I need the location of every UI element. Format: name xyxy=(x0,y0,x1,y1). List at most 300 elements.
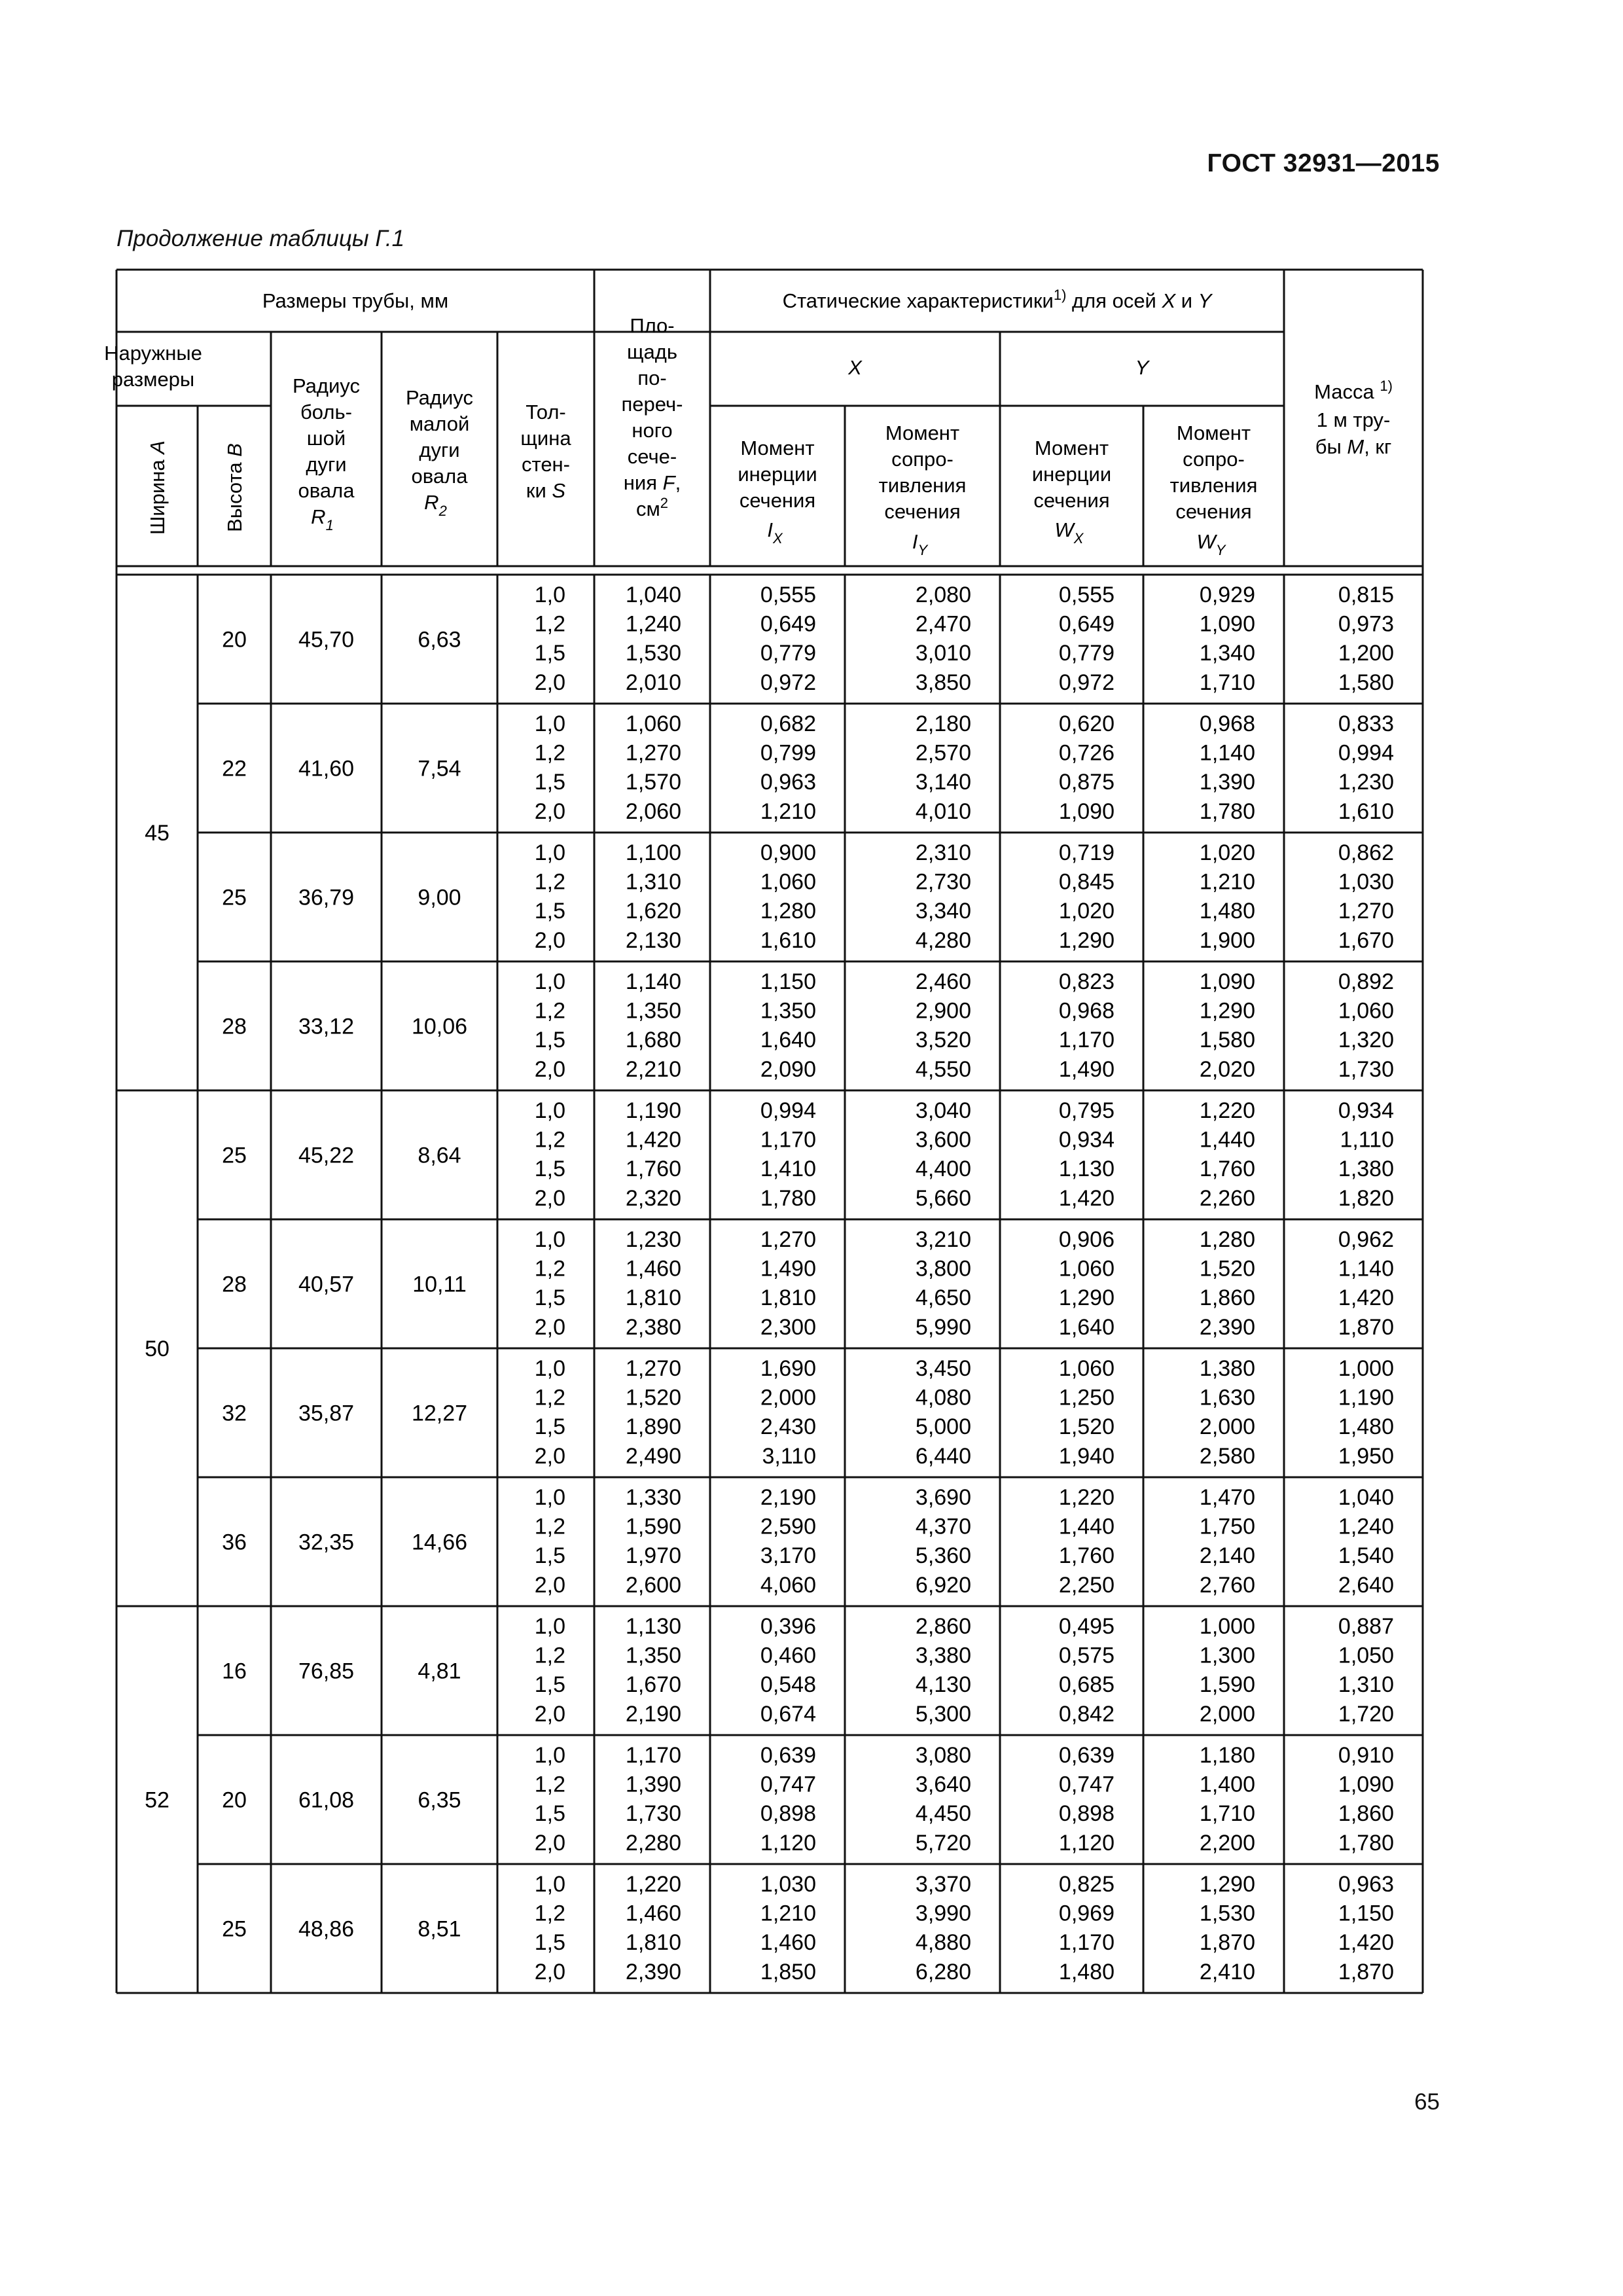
cell-ix: 1,210 xyxy=(760,798,816,824)
header-mass-part: Масса xyxy=(1314,380,1380,403)
cell-f: 1,220 xyxy=(625,1872,681,1897)
cell-wx: 1,640 xyxy=(1058,1314,1115,1340)
cell-r1: 61,08 xyxy=(298,1787,355,1813)
cell-m: 2,640 xyxy=(1338,1572,1394,1598)
cell-ix: 1,270 xyxy=(760,1227,816,1252)
cell-wy: 2,760 xyxy=(1199,1572,1255,1598)
cell-iy: 4,280 xyxy=(915,927,971,953)
cell-wx: 1,940 xyxy=(1058,1443,1115,1469)
header-radius-big: дуги xyxy=(306,453,347,476)
cell-ix: 0,900 xyxy=(760,840,816,865)
cell-f: 1,760 xyxy=(625,1157,681,1182)
header-static-characteristics-part: Статические характеристики xyxy=(782,289,1054,312)
cell-height-b: 25 xyxy=(222,1916,247,1942)
cell-f: 2,600 xyxy=(625,1572,681,1598)
cell-f: 1,270 xyxy=(625,740,681,766)
cell-m: 1,030 xyxy=(1338,869,1394,895)
cell-wx: 1,060 xyxy=(1058,1256,1115,1282)
cell-m: 0,862 xyxy=(1338,840,1394,865)
cell-s: 1,0 xyxy=(534,583,565,607)
cell-iy: 5,360 xyxy=(915,1543,971,1569)
cell-f: 2,390 xyxy=(625,1959,681,1984)
cell-wx: 0,747 xyxy=(1058,1772,1115,1797)
cell-m: 1,720 xyxy=(1338,1701,1394,1727)
cell-s: 1,5 xyxy=(534,1930,565,1956)
cell-s: 1,5 xyxy=(534,1543,565,1569)
cell-iy: 3,600 xyxy=(915,1127,971,1153)
cell-ix: 1,060 xyxy=(760,869,816,895)
cell-m: 1,150 xyxy=(1338,1901,1394,1926)
cell-wx: 0,726 xyxy=(1058,740,1115,766)
header-radius-big: овала xyxy=(298,479,355,502)
header-height-b-part: B xyxy=(223,443,246,457)
cell-iy: 2,080 xyxy=(915,583,971,607)
header-iy-symbol-part: I xyxy=(912,530,918,553)
cell-m: 0,833 xyxy=(1338,711,1394,736)
cell-height-b: 28 xyxy=(222,1014,247,1039)
cell-height-b: 36 xyxy=(222,1530,247,1555)
header-pipe-sizes: Размеры трубы, мм xyxy=(262,289,449,312)
header-static-characteristics xyxy=(783,287,1213,312)
cell-f: 1,420 xyxy=(625,1127,681,1153)
header-axis-y: Y xyxy=(1135,356,1149,379)
header-radius-big: Радиус xyxy=(293,374,360,397)
header-wy-symbol-part: W xyxy=(1196,530,1216,553)
cell-f: 1,330 xyxy=(625,1485,681,1510)
cell-wx: 1,220 xyxy=(1058,1485,1115,1510)
cell-wx: 0,842 xyxy=(1058,1701,1115,1727)
cell-width-a: 50 xyxy=(145,1336,169,1361)
cell-f: 2,490 xyxy=(625,1443,681,1469)
cell-wx: 0,898 xyxy=(1058,1801,1115,1827)
cell-wx: 1,490 xyxy=(1058,1056,1115,1082)
cell-f: 1,240 xyxy=(625,611,681,637)
cell-wx: 1,760 xyxy=(1058,1543,1115,1569)
cell-wy: 1,290 xyxy=(1199,1872,1255,1897)
cell-wy: 1,400 xyxy=(1199,1772,1255,1797)
cell-wx: 0,875 xyxy=(1058,770,1115,795)
cell-s: 1,2 xyxy=(534,1901,565,1926)
cell-wy: 2,260 xyxy=(1199,1185,1255,1211)
header-r2-symbol-part: 2 xyxy=(438,503,447,519)
cell-m: 1,730 xyxy=(1338,1056,1394,1082)
cell-iy: 2,310 xyxy=(915,840,971,865)
cell-f: 1,270 xyxy=(625,1356,681,1381)
cell-f: 1,810 xyxy=(625,1930,681,1956)
cell-ix: 1,280 xyxy=(760,899,816,924)
header-thickness-s xyxy=(526,479,566,502)
cell-width-a: 45 xyxy=(145,821,169,846)
cell-iy: 2,460 xyxy=(915,969,971,994)
cell-s: 1,2 xyxy=(534,869,565,895)
cell-wx: 1,440 xyxy=(1058,1514,1115,1539)
header-static-characteristics-part: 1) xyxy=(1053,287,1067,303)
cell-r1: 45,22 xyxy=(298,1143,355,1168)
cell-wx: 0,495 xyxy=(1058,1614,1115,1639)
cell-wx: 1,480 xyxy=(1058,1959,1115,1984)
cell-ix: 0,779 xyxy=(760,641,816,666)
cell-ix: 2,590 xyxy=(760,1514,816,1539)
cell-f: 1,390 xyxy=(625,1772,681,1797)
cell-s: 1,2 xyxy=(534,1643,565,1668)
cell-f: 2,190 xyxy=(625,1701,681,1727)
header-area: по- xyxy=(637,367,667,389)
cell-f: 1,130 xyxy=(625,1614,681,1639)
cell-r1: 36,79 xyxy=(298,885,355,910)
header-wy-symbol-part: Y xyxy=(1215,542,1226,558)
cell-wx: 1,120 xyxy=(1058,1830,1115,1856)
cell-iy: 4,650 xyxy=(915,1285,971,1311)
cell-s: 1,5 xyxy=(534,641,565,666)
cell-r2: 8,51 xyxy=(418,1916,461,1942)
cell-wy: 1,780 xyxy=(1199,798,1255,824)
cell-s: 1,5 xyxy=(534,899,565,924)
cell-s: 1,5 xyxy=(534,1801,565,1827)
cell-iy: 4,010 xyxy=(915,798,971,824)
cell-m: 0,887 xyxy=(1338,1614,1394,1639)
header-ix-label: сечения xyxy=(739,489,816,512)
header-area-unit-part: 2 xyxy=(660,495,669,511)
cell-iy: 3,520 xyxy=(915,1028,971,1053)
cell-m: 1,860 xyxy=(1338,1801,1394,1827)
header-area: сече- xyxy=(627,445,677,468)
cell-wy: 1,630 xyxy=(1199,1385,1255,1410)
cell-r1: 48,86 xyxy=(298,1916,355,1942)
cell-f: 1,350 xyxy=(625,1643,681,1668)
cell-height-b: 16 xyxy=(222,1659,247,1684)
cell-m: 1,060 xyxy=(1338,998,1394,1024)
cell-f: 1,670 xyxy=(625,1672,681,1698)
header-area-f-part: ния xyxy=(623,471,663,494)
header-radius-big: боль- xyxy=(300,401,352,423)
cell-wx: 0,620 xyxy=(1058,711,1115,736)
header-thickness: стен- xyxy=(521,453,571,476)
cell-r1: 32,35 xyxy=(298,1530,355,1555)
header-wx-label: Момент xyxy=(1034,437,1109,459)
cell-wy: 1,590 xyxy=(1199,1672,1255,1698)
cell-wy: 2,020 xyxy=(1199,1056,1255,1082)
cell-r2: 14,66 xyxy=(411,1530,468,1555)
cell-f: 1,190 xyxy=(625,1098,681,1123)
header-radius-small: малой xyxy=(409,412,470,435)
cell-m: 1,270 xyxy=(1338,899,1394,924)
cell-m: 1,580 xyxy=(1338,670,1394,695)
header-wx-label: сечения xyxy=(1033,489,1110,512)
cell-wx: 0,779 xyxy=(1058,641,1115,666)
cell-iy: 2,900 xyxy=(915,998,971,1024)
header-width-a-part: A xyxy=(146,440,169,454)
cell-ix: 0,396 xyxy=(760,1614,816,1639)
header-ix-symbol-part: X xyxy=(772,530,783,547)
cell-iy: 3,080 xyxy=(915,1743,971,1768)
cell-m: 1,190 xyxy=(1338,1385,1394,1410)
cell-ix: 1,210 xyxy=(760,1901,816,1926)
cell-s: 1,2 xyxy=(534,740,565,766)
cell-height-b: 20 xyxy=(222,1787,247,1813)
cell-ix: 1,780 xyxy=(760,1185,816,1211)
header-outer-sizes: Наружные xyxy=(104,342,202,365)
cell-s: 2,0 xyxy=(534,798,565,824)
cell-ix: 4,060 xyxy=(760,1572,816,1598)
cell-ix: 1,460 xyxy=(760,1930,816,1956)
cell-wy: 1,390 xyxy=(1199,770,1255,795)
cell-iy: 4,130 xyxy=(915,1672,971,1698)
cell-wx: 1,130 xyxy=(1058,1157,1115,1182)
cell-f: 1,040 xyxy=(625,583,681,607)
cell-s: 1,2 xyxy=(534,1514,565,1539)
cell-r2: 9,00 xyxy=(418,885,461,910)
cell-m: 1,670 xyxy=(1338,927,1394,953)
cell-f: 1,680 xyxy=(625,1028,681,1053)
cell-iy: 6,440 xyxy=(915,1443,971,1469)
cell-iy: 3,450 xyxy=(915,1356,971,1381)
cell-iy: 4,550 xyxy=(915,1056,971,1082)
cell-s: 1,5 xyxy=(534,1157,565,1182)
cell-wx: 0,823 xyxy=(1058,969,1115,994)
cell-wx: 0,845 xyxy=(1058,869,1115,895)
cell-m: 0,892 xyxy=(1338,969,1394,994)
cell-m: 0,962 xyxy=(1338,1227,1394,1252)
cell-m: 0,934 xyxy=(1338,1098,1394,1123)
header-area-unit xyxy=(636,495,668,520)
cell-f: 1,350 xyxy=(625,998,681,1024)
cell-m: 1,870 xyxy=(1338,1314,1394,1340)
cell-wy: 1,300 xyxy=(1199,1643,1255,1668)
cell-s: 2,0 xyxy=(534,1572,565,1598)
cell-iy: 3,990 xyxy=(915,1901,971,1926)
cell-wx: 1,250 xyxy=(1058,1385,1115,1410)
cell-s: 2,0 xyxy=(534,927,565,953)
cell-iy: 3,340 xyxy=(915,899,971,924)
cell-f: 1,890 xyxy=(625,1414,681,1440)
header-radius-small: дуги xyxy=(419,439,460,461)
header-wx-symbol-part: W xyxy=(1054,518,1074,541)
header-area: переч- xyxy=(621,393,683,416)
header-wy-symbol xyxy=(1197,530,1226,558)
cell-m: 0,994 xyxy=(1338,740,1394,766)
header-r2-symbol-part: R xyxy=(424,491,439,514)
header-height-b xyxy=(223,443,246,532)
cell-r2: 4,81 xyxy=(418,1659,461,1684)
cell-r2: 6,63 xyxy=(418,627,461,653)
cell-f: 1,530 xyxy=(625,641,681,666)
cell-m: 1,780 xyxy=(1338,1830,1394,1856)
cell-ix: 0,747 xyxy=(760,1772,816,1797)
header-static-characteristics-part: для осей xyxy=(1066,289,1162,312)
cell-ix: 0,898 xyxy=(760,1801,816,1827)
cell-f: 1,970 xyxy=(625,1543,681,1569)
header-area-f xyxy=(624,471,681,494)
table-caption: Продолжение таблицы Г.1 xyxy=(116,226,405,251)
header-wy-label: тивления xyxy=(1169,474,1258,497)
header-iy-label: сопро- xyxy=(891,448,954,471)
table-header xyxy=(104,287,1393,558)
cell-m: 1,380 xyxy=(1338,1157,1394,1182)
cell-wx: 0,972 xyxy=(1058,670,1115,695)
cell-r1: 33,12 xyxy=(298,1014,355,1039)
cell-ix: 0,972 xyxy=(760,670,816,695)
cell-f: 2,210 xyxy=(625,1056,681,1082)
cell-ix: 0,994 xyxy=(760,1098,816,1123)
cell-ix: 1,350 xyxy=(760,998,816,1024)
cell-wy: 2,390 xyxy=(1199,1314,1255,1340)
cell-wy: 2,000 xyxy=(1199,1701,1255,1727)
cell-wx: 1,090 xyxy=(1058,798,1115,824)
cell-m: 0,910 xyxy=(1338,1743,1394,1768)
cell-f: 1,730 xyxy=(625,1801,681,1827)
cell-ix: 1,170 xyxy=(760,1127,816,1153)
cell-wx: 0,649 xyxy=(1058,611,1115,637)
cell-ix: 0,460 xyxy=(760,1643,816,1668)
cell-iy: 6,920 xyxy=(915,1572,971,1598)
header-iy-label: тивления xyxy=(878,474,967,497)
cell-s: 1,0 xyxy=(534,1098,565,1123)
cell-r1: 76,85 xyxy=(298,1659,355,1684)
cell-wy: 0,929 xyxy=(1199,583,1255,607)
header-thickness-s-part: ки xyxy=(526,479,552,502)
cell-m: 1,420 xyxy=(1338,1285,1394,1311)
cell-ix: 1,150 xyxy=(760,969,816,994)
cell-ix: 1,490 xyxy=(760,1256,816,1282)
cell-ix: 1,810 xyxy=(760,1285,816,1311)
cell-m: 1,610 xyxy=(1338,798,1394,824)
header-area: Пло- xyxy=(630,314,675,337)
cell-width-a: 52 xyxy=(145,1787,169,1813)
cell-wy: 1,090 xyxy=(1199,969,1255,994)
cell-m: 1,240 xyxy=(1338,1514,1394,1539)
cell-wy: 1,220 xyxy=(1199,1098,1255,1123)
header-area-unit-part: см xyxy=(635,497,660,520)
cell-s: 1,0 xyxy=(534,840,565,865)
cell-m: 0,963 xyxy=(1338,1872,1394,1897)
cell-ix: 1,610 xyxy=(760,927,816,953)
header-static-characteristics-part: X xyxy=(1162,289,1176,312)
cell-wx: 0,719 xyxy=(1058,840,1115,865)
cell-m: 1,110 xyxy=(1340,1127,1394,1153)
cell-s: 2,0 xyxy=(534,1185,565,1211)
cell-m: 1,200 xyxy=(1338,641,1394,666)
cell-f: 1,230 xyxy=(625,1227,681,1252)
cell-wx: 0,795 xyxy=(1058,1098,1115,1123)
cell-r1: 35,87 xyxy=(298,1401,355,1426)
cell-iy: 2,730 xyxy=(915,869,971,895)
cell-wy: 1,710 xyxy=(1199,670,1255,695)
cell-s: 1,0 xyxy=(534,1485,565,1510)
cell-wx: 0,825 xyxy=(1058,1872,1115,1897)
header-width-a xyxy=(146,440,169,535)
cell-iy: 3,370 xyxy=(915,1872,971,1897)
header-mass-line3-part: , кг xyxy=(1364,435,1392,458)
cell-m: 1,310 xyxy=(1338,1672,1394,1698)
cell-wy: 1,760 xyxy=(1199,1157,1255,1182)
cell-f: 2,320 xyxy=(625,1185,681,1211)
cell-ix: 1,850 xyxy=(760,1959,816,1984)
header-wy-label: сечения xyxy=(1175,500,1252,523)
cell-wy: 2,000 xyxy=(1199,1414,1255,1440)
header-r1-symbol xyxy=(311,505,334,533)
cell-s: 1,0 xyxy=(534,1356,565,1381)
cell-wx: 1,170 xyxy=(1058,1028,1115,1053)
header-thickness: щина xyxy=(520,427,571,450)
cell-iy: 4,080 xyxy=(915,1385,971,1410)
header-radius-small: Радиус xyxy=(406,386,473,409)
cell-f: 1,100 xyxy=(625,840,681,865)
cell-iy: 2,860 xyxy=(915,1614,971,1639)
header-area: ного xyxy=(632,419,673,442)
cell-f: 2,010 xyxy=(625,670,681,695)
cell-m: 1,320 xyxy=(1338,1028,1394,1053)
cell-ix: 0,548 xyxy=(760,1672,816,1698)
header-r1-symbol-part: 1 xyxy=(325,517,334,533)
cell-iy: 6,280 xyxy=(915,1959,971,1984)
header-mass-line2: 1 м тру- xyxy=(1316,408,1391,431)
header-mass xyxy=(1314,378,1393,403)
cell-s: 2,0 xyxy=(534,1314,565,1340)
cell-height-b: 28 xyxy=(222,1272,247,1297)
cell-f: 1,460 xyxy=(625,1256,681,1282)
header-ix-symbol xyxy=(767,518,783,547)
cell-f: 2,060 xyxy=(625,798,681,824)
cell-wx: 1,290 xyxy=(1058,1285,1115,1311)
cell-r2: 12,27 xyxy=(411,1401,468,1426)
header-thickness: Тол- xyxy=(526,401,566,423)
cell-wy: 1,140 xyxy=(1199,740,1255,766)
cell-iy: 2,570 xyxy=(915,740,971,766)
cell-ix: 0,963 xyxy=(760,770,816,795)
cell-wx: 0,575 xyxy=(1058,1643,1115,1668)
cell-f: 1,060 xyxy=(625,711,681,736)
cell-m: 1,090 xyxy=(1338,1772,1394,1797)
cell-wy: 1,000 xyxy=(1199,1614,1255,1639)
header-static-characteristics-part: и xyxy=(1175,289,1198,312)
header-area-f-part: , xyxy=(675,471,681,494)
cell-f: 2,280 xyxy=(625,1830,681,1856)
cell-height-b: 20 xyxy=(222,627,247,653)
cell-iy: 4,370 xyxy=(915,1514,971,1539)
cell-wy: 1,480 xyxy=(1199,899,1255,924)
cell-iy: 5,990 xyxy=(915,1314,971,1340)
cell-iy: 4,880 xyxy=(915,1930,971,1956)
cell-ix: 1,640 xyxy=(760,1028,816,1053)
cell-m: 1,140 xyxy=(1338,1256,1394,1282)
cell-height-b: 22 xyxy=(222,756,247,781)
cell-iy: 3,210 xyxy=(915,1227,971,1252)
cell-ix: 1,410 xyxy=(760,1157,816,1182)
cell-m: 1,000 xyxy=(1338,1356,1394,1381)
cell-s: 1,5 xyxy=(534,1028,565,1053)
cell-wy: 1,750 xyxy=(1199,1514,1255,1539)
header-radius-big: шой xyxy=(306,427,346,450)
cell-s: 1,0 xyxy=(534,1872,565,1897)
cell-wy: 2,580 xyxy=(1199,1443,1255,1469)
cell-wy: 2,200 xyxy=(1199,1830,1255,1856)
cell-height-b: 25 xyxy=(222,885,247,910)
cell-wx: 2,250 xyxy=(1058,1572,1115,1598)
cell-wy: 1,870 xyxy=(1199,1930,1255,1956)
cell-ix: 2,300 xyxy=(760,1314,816,1340)
cell-wy: 1,470 xyxy=(1199,1485,1255,1510)
cell-m: 0,973 xyxy=(1338,611,1394,637)
cell-r2: 8,64 xyxy=(418,1143,461,1168)
cell-s: 2,0 xyxy=(534,1701,565,1727)
cell-s: 1,0 xyxy=(534,1227,565,1252)
cell-m: 1,230 xyxy=(1338,770,1394,795)
cell-wx: 0,968 xyxy=(1058,998,1115,1024)
header-r2-symbol xyxy=(424,491,447,519)
cell-wy: 1,020 xyxy=(1199,840,1255,865)
cell-s: 1,2 xyxy=(534,611,565,637)
cell-wx: 0,906 xyxy=(1058,1227,1115,1252)
